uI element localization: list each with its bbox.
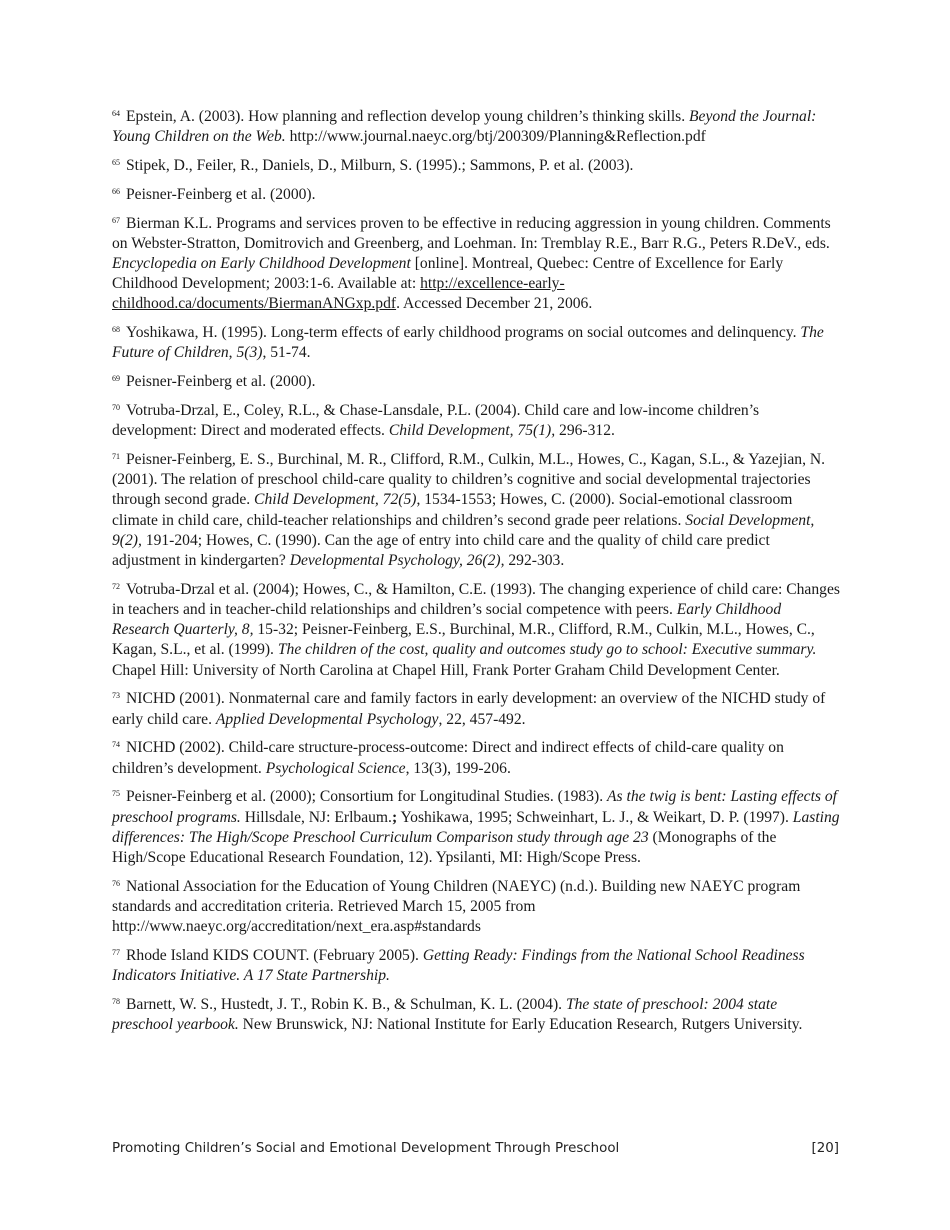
page-number: [20] <box>811 1141 839 1156</box>
footnote-75 <box>112 787 840 868</box>
footnote-65 <box>112 156 840 176</box>
footnote-72 <box>112 580 840 681</box>
footnote-text: 5(3) <box>236 344 263 362</box>
footnote-text: NICHD (2002). Child-care structure-process-outcome: Direct and indirect effects of child-care quality on children’s development. <box>112 739 784 777</box>
footnote-text: The Future of Children <box>112 324 824 362</box>
footnote-text: Peisner-Feinberg et al. (2000). <box>126 185 316 203</box>
footnote-text: Applied Developmental Psychology <box>215 710 439 728</box>
footnote-text: Stipek, D., Feiler, R., Daniels, D., Milburn, S. (1995).; Sammons, P. et al. (2003). <box>126 157 634 174</box>
footnote-text: National Association for the Education of Young Children (NAEYC) (n.d.). Building new NAEYC program standards and accreditation criteria. Retrieved March 15, 2005 from http://www.naeyc.org/accreditation/next_era.asp#standards <box>112 877 801 936</box>
footnote-text: , 13(3), 199-206. <box>405 759 511 777</box>
footnote-number: 76 <box>112 878 120 888</box>
footnote-text: Developmental Psychology, 26(2), <box>289 552 505 570</box>
footnote-number: 71 <box>112 452 120 461</box>
footnote-70 <box>112 401 840 441</box>
footnote-74 <box>112 738 840 778</box>
footnote-text: Yoshikawa, H. (1995). Long-term effects of early childhood programs on social outcomes and delinquency. <box>126 324 801 342</box>
footnote-number: 69 <box>112 374 120 384</box>
footnote-number: 67 <box>112 215 120 225</box>
footnote-number: 77 <box>112 948 120 958</box>
footnote-text: The children of the cost, quality and outcomes study go to school: Executive summary. <box>277 641 817 659</box>
page-footer <box>112 1141 839 1156</box>
footnote-73 <box>112 689 840 729</box>
footnote-text: As the twig is bent: Lasting effects of preschool programs. <box>112 788 838 826</box>
footnote-text: Peisner-Feinberg et al. (2000); Consortium for Longitudinal Studies. (1983). <box>126 788 608 806</box>
footnote-66 <box>112 185 840 205</box>
footnote-78 <box>112 995 840 1035</box>
footnote-77 <box>112 946 840 986</box>
footnote-text: Hillsdale, NJ: Erlbaum. <box>240 808 392 826</box>
footnote-text: New Brunswick, NJ: National Institute for Early Education Research, Rutgers University. <box>238 1016 803 1034</box>
footnote-text: 191-204; Howes, C. (1990). Can the age of entry into child care and the quality of child care predict adjustment in kindergarten? <box>112 531 770 570</box>
footer-title: Promoting Children’s Social and Emotional Development Through Preschool <box>112 1141 620 1156</box>
footnote-number: 64 <box>112 109 120 118</box>
footnotes-list <box>112 107 840 1044</box>
footnote-text: Social Development, 9(2), <box>112 511 815 549</box>
footnote-text: NICHD (2001). Nonmaternal care and family factors in early development: an overview of the NICHD study of early child care. <box>112 690 826 728</box>
footnote-text: http://www.journal.naeyc.org/btj/200309/Planning&Reflection.pdf <box>285 128 706 146</box>
footnote-text: Lasting differences: The High/Scope Preschool Curriculum Comparison study through age 23 <box>112 808 840 846</box>
footnote-text: The state of preschool: 2004 state preschool yearbook. <box>112 996 778 1034</box>
footnote-69 <box>112 372 840 392</box>
footnote-text: Rhode Island KIDS COUNT. (February 2005). <box>126 947 423 965</box>
footnote-number: 74 <box>112 740 120 750</box>
footnote-text: , <box>228 344 237 362</box>
footnote-number: 78 <box>112 997 120 1007</box>
footnote-text: Peisner-Feinberg et al. (2000). <box>126 373 316 391</box>
footnote-text: Child Development, 75(1), <box>388 422 556 440</box>
footnote-link[interactable]: http://excellence-early-childhood.ca/documents/BiermanANGxp.pdf <box>112 275 565 313</box>
footnote-67 <box>112 214 840 315</box>
footnote-text: Early Childhood Research Quarterly, 8, <box>112 601 782 639</box>
footnote-number: 66 <box>112 186 120 196</box>
footnote-text: , 51-74. <box>262 344 311 362</box>
footnote-text: Bierman K.L. Programs and services proven to be effective in reducing aggression in young children. Comments on Webster-Stratton, Domitrovich and Greenberg, and Loehman. In: Tremblay R.E., Barr R.G., Peters R.DeV., eds. <box>112 214 831 252</box>
footnote-76 <box>112 877 840 938</box>
footnote-text: Epstein, A. (2003). How planning and reflection develop young children’s thinking skills. <box>126 108 690 125</box>
footnote-text: 15-32; Peisner-Feinberg, E.S., Burchinal, M.R., Clifford, R.M., Culkin, M.L., Howes, C., Kagan, S.L., et al. (1999). <box>112 621 815 659</box>
footnote-number: 65 <box>112 158 120 167</box>
footnote-text: Chapel Hill: University of North Carolina at Chapel Hill, Frank Porter Graham Child Development Center. <box>112 661 780 679</box>
footnote-number: 68 <box>112 325 120 335</box>
footnote-text: Votruba-Drzal et al. (2004); Howes, C., & Hamilton, C.E. (1993). The changing experience of child care: Changes in teachers and in teacher-child relationships and children’s social competence with peers. <box>112 580 840 619</box>
footnote-71 <box>112 450 840 571</box>
footnote-text: Psychological Science <box>265 759 406 777</box>
footnote-68 <box>112 323 840 363</box>
footnote-text: Yoshikawa, 1995; Schweinhart, L. J., & Weikart, D. P. (1997). <box>397 808 793 826</box>
footnote-number: 75 <box>112 789 120 799</box>
footnote-text: , 22, 457-492. <box>438 710 526 728</box>
footnote-text: ; <box>391 808 398 826</box>
footnote-text: 296-312. <box>555 422 615 440</box>
footnote-text: Peisner-Feinberg, E. S., Burchinal, M. R., Clifford, R.M., Culkin, M.L., Howes, C., Kagan, S.L., & Yazejian, N. (2001). The relation of preschool child-care quality to children’s cognitive and social developmental trajectories through second grade. <box>112 451 826 509</box>
footnote-text: (Monographs of the High/Scope Educational Research Foundation, 12). Ypsilanti, MI: High/Scope Press. <box>112 828 777 867</box>
footnote-text: . Accessed December 21, 2006. <box>396 295 593 313</box>
footnote-text: [online]. Montreal, Quebec: Centre of Excellence for Early Childhood Development; 2003:1-6. Available at: <box>112 255 784 293</box>
footnote-text: Votruba-Drzal, E., Coley, R.L., & Chase-Lansdale, P.L. (2004). Child care and low-income children’s development: Direct and moderated effects. <box>112 402 760 440</box>
footnote-text: 292-303. <box>504 552 565 570</box>
footnote-number: 73 <box>112 691 120 701</box>
footnote-text: Getting Ready: Findings from the National School Readiness Indicators Initiative. A 17 State Partnership. <box>112 947 805 985</box>
footnote-number: 70 <box>112 403 120 412</box>
footnote-text: Child Development, 72(5) <box>254 491 417 509</box>
footnote-text: Barnett, W. S., Hustedt, J. T., Robin K. B., & Schulman, K. L. (2004). <box>126 996 566 1014</box>
footnote-number: 72 <box>112 581 120 591</box>
footnote-text: Encyclopedia on Early Childhood Development <box>112 255 411 272</box>
footnote-text: Beyond the Journal: Young Children on the Web. <box>112 108 817 146</box>
footnote-text: , 1534-1553; Howes, C. (2000). Social-emotional classroom climate in child care, child-teacher relationships and children’s second grade peer relations. <box>112 491 793 529</box>
footnote-64 <box>112 107 840 147</box>
